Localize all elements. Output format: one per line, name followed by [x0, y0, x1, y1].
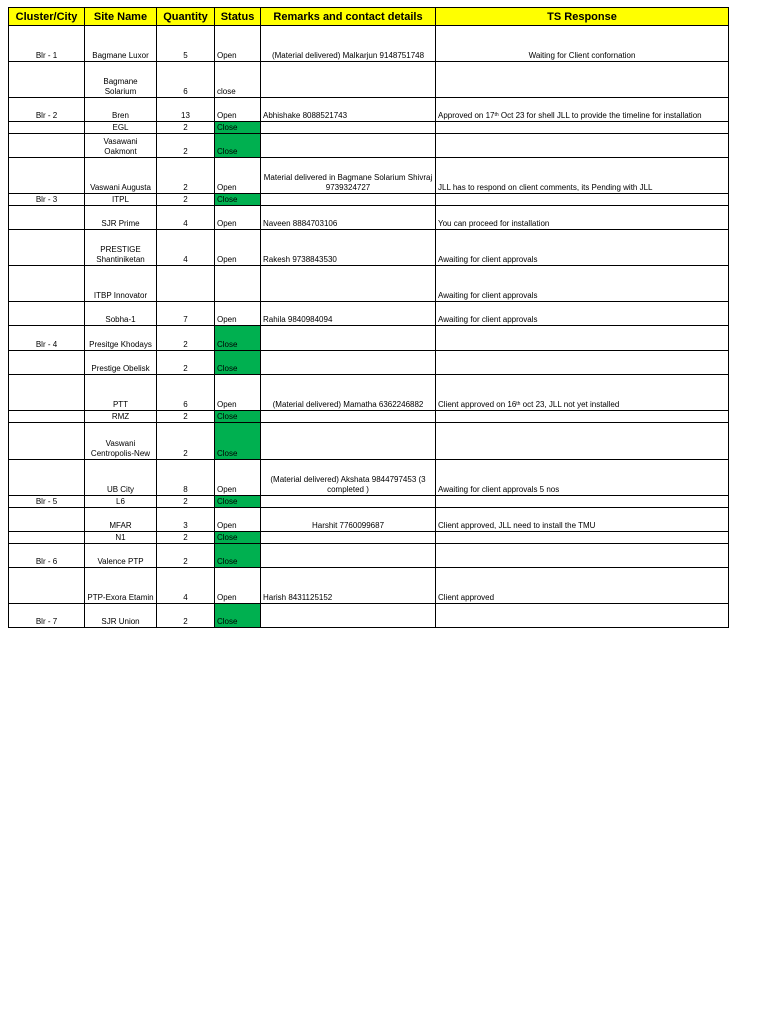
ts-response-cell — [436, 411, 729, 423]
ts-response-cell: Waiting for Client confornation — [436, 26, 729, 62]
cluster-cell: Blr - 1 — [9, 26, 85, 62]
table-row — [9, 194, 729, 206]
remarks-cell — [261, 62, 436, 98]
status-cell: Open — [215, 568, 261, 604]
remarks-cell — [261, 532, 436, 544]
remarks-cell — [261, 496, 436, 508]
cluster-cell — [9, 460, 85, 496]
table-row — [9, 158, 729, 194]
quantity-cell: 2 — [157, 194, 215, 206]
remarks-cell: Abhishake 8088521743 — [261, 98, 436, 122]
remarks-cell: (Material delivered) Akshata 9844797453 (3 completed ) — [261, 460, 436, 496]
table-row — [9, 568, 729, 604]
cluster-cell — [9, 266, 85, 302]
quantity-cell: 4 — [157, 230, 215, 266]
table-row — [9, 122, 729, 134]
site-name-cell: Valence PTP — [85, 544, 157, 568]
quantity-cell: 3 — [157, 508, 215, 532]
site-name-cell: MFAR — [85, 508, 157, 532]
remarks-cell — [261, 326, 436, 351]
status-cell — [215, 266, 261, 302]
quantity-cell: 4 — [157, 568, 215, 604]
table-row — [9, 26, 729, 62]
ts-response-cell: You can proceed for installation — [436, 206, 729, 230]
ts-response-cell: Awaiting for client approvals — [436, 230, 729, 266]
cluster-cell: Blr - 5 — [9, 496, 85, 508]
remarks-cell — [261, 122, 436, 134]
quantity-cell: 4 — [157, 206, 215, 230]
status-cell: Open — [215, 302, 261, 326]
quantity-cell: 13 — [157, 98, 215, 122]
cluster-cell — [9, 423, 85, 460]
quantity-cell: 2 — [157, 326, 215, 351]
ts-response-cell: Awaiting for client approvals 5 nos — [436, 460, 729, 496]
quantity-cell: 8 — [157, 460, 215, 496]
status-cell: Close — [215, 544, 261, 568]
table-row — [9, 496, 729, 508]
site-name-cell: Bagmane Luxor — [85, 26, 157, 62]
remarks-cell: (Material delivered) Mamatha 6362246882 — [261, 375, 436, 411]
cluster-cell — [9, 375, 85, 411]
ts-response-cell — [436, 423, 729, 460]
quantity-cell: 6 — [157, 62, 215, 98]
ts-response-cell: Client approved on 16th oct 23, JLL not yet installed — [436, 375, 729, 411]
cluster-cell: Blr - 2 — [9, 98, 85, 122]
table-row — [9, 508, 729, 532]
status-cell: Close — [215, 194, 261, 206]
quantity-cell: 2 — [157, 423, 215, 460]
quantity-cell: 7 — [157, 302, 215, 326]
table-row — [9, 98, 729, 122]
site-name-cell: Sobha-1 — [85, 302, 157, 326]
status-cell: Close — [215, 122, 261, 134]
ts-response-cell: Client approved — [436, 568, 729, 604]
cluster-cell — [9, 158, 85, 194]
ts-response-cell — [436, 532, 729, 544]
status-cell: Close — [215, 326, 261, 351]
quantity-cell: 2 — [157, 411, 215, 423]
ts-response-cell — [436, 62, 729, 98]
quantity-cell: 2 — [157, 134, 215, 158]
table-row — [9, 326, 729, 351]
remarks-cell: Harish 8431125152 — [261, 568, 436, 604]
status-cell: Close — [215, 496, 261, 508]
cluster-cell: Blr - 3 — [9, 194, 85, 206]
remarks-cell — [261, 423, 436, 460]
site-name-cell: Vaswani Centropolis-New — [85, 423, 157, 460]
ts-response-cell: JLL has to respond on client comments, its Pending with JLL — [436, 158, 729, 194]
site-name-cell: EGL — [85, 122, 157, 134]
quantity-cell: 2 — [157, 544, 215, 568]
status-cell: Open — [215, 460, 261, 496]
table-row — [9, 302, 729, 326]
status-cell: Open — [215, 158, 261, 194]
site-name-cell: SJR Prime — [85, 206, 157, 230]
quantity-cell: 2 — [157, 604, 215, 628]
cluster-cell — [9, 62, 85, 98]
remarks-cell: Harshit 7760099687 — [261, 508, 436, 532]
status-cell: Open — [215, 98, 261, 122]
cluster-cell — [9, 568, 85, 604]
status-cell: Close — [215, 351, 261, 375]
table-row — [9, 230, 729, 266]
quantity-cell: 2 — [157, 158, 215, 194]
table-row — [9, 351, 729, 375]
ts-response-cell — [436, 604, 729, 628]
site-name-cell: RMZ — [85, 411, 157, 423]
site-status-table — [8, 7, 729, 628]
cluster-cell: Blr - 4 — [9, 326, 85, 351]
ts-response-cell: Awaiting for client approvals — [436, 302, 729, 326]
status-cell: Open — [215, 375, 261, 411]
ts-response-cell — [436, 134, 729, 158]
quantity-cell: 5 — [157, 26, 215, 62]
status-cell: Open — [215, 230, 261, 266]
status-cell: Open — [215, 26, 261, 62]
cluster-cell — [9, 134, 85, 158]
cluster-cell — [9, 206, 85, 230]
ts-response-cell — [436, 326, 729, 351]
quantity-cell: 2 — [157, 532, 215, 544]
quantity-cell: 2 — [157, 496, 215, 508]
cluster-cell — [9, 532, 85, 544]
status-cell: Close — [215, 604, 261, 628]
header-remarks: Remarks and contact details — [261, 8, 436, 26]
remarks-cell — [261, 411, 436, 423]
remarks-cell: (Material delivered) Malkarjun 9148751748 — [261, 26, 436, 62]
remarks-cell — [261, 351, 436, 375]
table-row — [9, 134, 729, 158]
site-name-cell: L6 — [85, 496, 157, 508]
ts-response-cell: Client approved, JLL need to install the TMU — [436, 508, 729, 532]
remarks-cell — [261, 544, 436, 568]
site-name-cell: N1 — [85, 532, 157, 544]
table-row — [9, 423, 729, 460]
status-cell: close — [215, 62, 261, 98]
cluster-cell: Blr - 7 — [9, 604, 85, 628]
site-name-cell: SJR Union — [85, 604, 157, 628]
status-cell: Close — [215, 411, 261, 423]
quantity-cell: 2 — [157, 351, 215, 375]
site-name-cell: ITBP Innovator — [85, 266, 157, 302]
site-name-cell: Presitge Khodays — [85, 326, 157, 351]
ts-response-cell: Approved on 17th Oct 23 for shell JLL to provide the timeline for installation — [436, 98, 729, 122]
site-name-cell: PTP-Exora Etamin — [85, 568, 157, 604]
quantity-cell: 6 — [157, 375, 215, 411]
site-name-cell: Prestige Obelisk — [85, 351, 157, 375]
ts-response-cell — [436, 544, 729, 568]
status-cell: Close — [215, 423, 261, 460]
status-cell: Close — [215, 134, 261, 158]
ts-response-cell — [436, 351, 729, 375]
table-row — [9, 375, 729, 411]
remarks-cell — [261, 604, 436, 628]
status-cell: Open — [215, 206, 261, 230]
site-name-cell: ITPL — [85, 194, 157, 206]
cluster-cell — [9, 122, 85, 134]
site-name-cell: Bagmane Solarium — [85, 62, 157, 98]
header-row — [9, 8, 729, 26]
cluster-cell — [9, 411, 85, 423]
cluster-cell — [9, 230, 85, 266]
ts-response-cell: Awaiting for client approvals — [436, 266, 729, 302]
remarks-cell: Material delivered in Bagmane Solarium Shivraj 9739324727 — [261, 158, 436, 194]
cluster-cell — [9, 508, 85, 532]
ts-response-cell — [436, 194, 729, 206]
table-row — [9, 532, 729, 544]
cluster-cell — [9, 351, 85, 375]
site-name-cell: PRESTIGE Shantiniketan — [85, 230, 157, 266]
remarks-cell: Rahila 9840984094 — [261, 302, 436, 326]
remarks-cell: Rakesh 9738843530 — [261, 230, 436, 266]
site-name-cell: Vasawani Oakmont — [85, 134, 157, 158]
table-row — [9, 604, 729, 628]
remarks-cell: Naveen 8884703106 — [261, 206, 436, 230]
header-ts-response: TS Response — [436, 8, 729, 26]
site-name-cell: UB City — [85, 460, 157, 496]
header-status: Status — [215, 8, 261, 26]
cluster-cell: Blr - 6 — [9, 544, 85, 568]
header-cluster: Cluster/City — [9, 8, 85, 26]
table-row — [9, 266, 729, 302]
remarks-cell — [261, 194, 436, 206]
site-name-cell: PTT — [85, 375, 157, 411]
table-row — [9, 62, 729, 98]
table-row — [9, 206, 729, 230]
remarks-cell — [261, 266, 436, 302]
remarks-cell — [261, 134, 436, 158]
table-row — [9, 544, 729, 568]
site-name-cell: Bren — [85, 98, 157, 122]
ts-response-cell — [436, 496, 729, 508]
quantity-cell — [157, 266, 215, 302]
header-quantity: Quantity — [157, 8, 215, 26]
table-row — [9, 411, 729, 423]
cluster-cell — [9, 302, 85, 326]
status-cell: Close — [215, 532, 261, 544]
quantity-cell: 2 — [157, 122, 215, 134]
ts-response-cell — [436, 122, 729, 134]
site-name-cell: Vaswani Augusta — [85, 158, 157, 194]
table-row — [9, 460, 729, 496]
status-cell: Open — [215, 508, 261, 532]
header-site-name: Site Name — [85, 8, 157, 26]
